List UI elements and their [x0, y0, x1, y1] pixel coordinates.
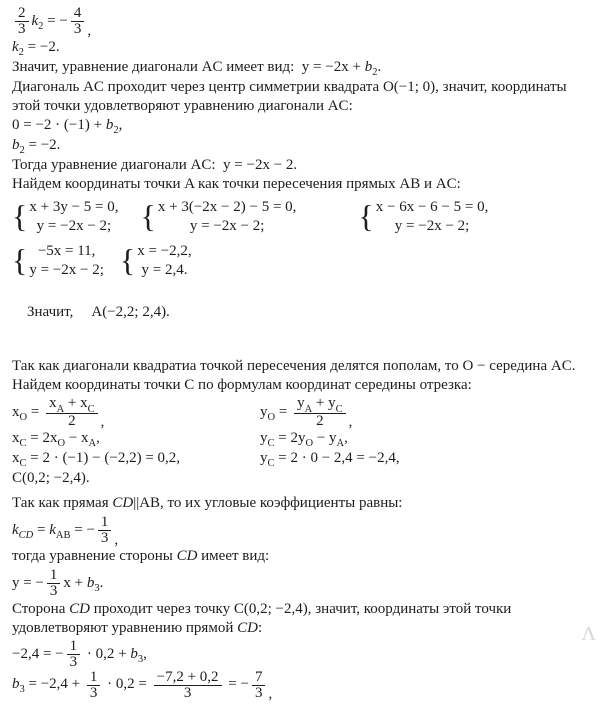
math-fragment: 2 [316, 413, 324, 429]
math-fragment: 1 [100, 514, 109, 530]
math-fragment: x [12, 430, 20, 446]
math-fragment: , [114, 531, 119, 548]
math-fragment: y [297, 395, 305, 411]
conclusion-point-a [12, 284, 592, 341]
system-eq-bottom: y = −2x − 2; [29, 262, 104, 278]
math-fragment: 2 [19, 145, 25, 156]
math-fragment: 0 = −2 · (−1) + [12, 117, 106, 133]
math-fragment: 3 [69, 654, 78, 670]
math-fragment: O [305, 438, 314, 449]
math-fragment: Сторона [12, 601, 70, 617]
math-fragment: 3 [18, 21, 26, 37]
fraction [87, 669, 101, 701]
system-brace-icon: { [358, 198, 374, 234]
math-fragment: , [87, 22, 92, 39]
equation-b3-value [12, 668, 592, 702]
system-equations [158, 198, 297, 236]
math-fragment: A [336, 438, 345, 449]
midpoint-y-column [260, 395, 592, 469]
statement-find-point-a: Найдем координаты точки A как точки пересечения прямых AB и AC: [12, 176, 461, 192]
fraction [46, 395, 98, 429]
equation-substitute-center [12, 116, 592, 136]
math-fragment: 3 [183, 684, 192, 701]
math-fragment: CD [176, 548, 198, 564]
math-fragment: x [49, 395, 57, 411]
math-fragment: −7,2 + 0,2 [156, 668, 219, 685]
equation-system-4 [12, 242, 104, 280]
math-fragment: 1 [89, 668, 98, 685]
math-fragment: тогда уравнение стороны [12, 548, 177, 564]
statement-c-through-2 [12, 619, 592, 638]
math-fragment: , [348, 413, 353, 430]
statement-diagonals-bisect: Так как диагонали квадратиа точкой пересечения делятся пополам, то O − середина AC. [12, 358, 576, 374]
math-fragment: удовлетворяют уравнению прямой [12, 620, 238, 636]
math-fragment: A [88, 438, 97, 449]
math-fragment: y [260, 430, 268, 446]
statement-find-point-c: Найдем координаты точки C по формулам координат середины отрезка: [12, 377, 472, 393]
statement-cd-equation-intro [12, 547, 592, 566]
calculation-xc [12, 449, 260, 469]
fraction [47, 567, 61, 599]
math-fragment: AB [55, 529, 71, 541]
equation-kcd [12, 513, 592, 547]
equation-cd-form [12, 566, 592, 600]
math-fragment: 2 [113, 125, 119, 136]
math-fragment: . [377, 59, 382, 75]
math-fragment: , [100, 413, 105, 430]
math-fragment: k [49, 521, 56, 538]
math-fragment: + y [312, 395, 336, 411]
math-fragment: = 2 · (−1) − (−2,2) = 0,2, [26, 450, 181, 466]
math-fragment: 3 [89, 684, 98, 701]
system-brace-icon: { [119, 242, 136, 278]
math-fragment: 4 [73, 5, 82, 21]
statement-ac-equation-final: Тогда уравнение диагонали AC: y = −2x − 2. [12, 157, 298, 173]
math-fragment: A [304, 404, 313, 415]
math-fragment: y [260, 403, 268, 420]
point-c-coordinates [12, 469, 260, 488]
math-fragment: x + [63, 574, 87, 591]
math-fragment: 2 [38, 20, 44, 32]
math-fragment: C [267, 438, 275, 449]
math-fragment: , [118, 117, 123, 133]
math-fragment: = −2. [24, 137, 61, 153]
math-fragment: . [99, 574, 104, 591]
fraction [15, 5, 29, 37]
system-eq-top: −5x = 11, [37, 243, 96, 259]
math-fragment: − y [313, 430, 337, 446]
equation-slope-k2 [12, 4, 592, 38]
system-eq-top: x = −2,2, [137, 243, 192, 259]
math-fragment: k [12, 39, 19, 55]
system-eq-bottom: y = −2x − 2; [189, 218, 265, 234]
system-eq-top: x + 3y − 5 = 0, [29, 199, 119, 215]
math-fragment: b [12, 137, 20, 153]
math-fragment: = 2x [26, 430, 58, 446]
math-fragment: , [344, 430, 348, 446]
math-fragment: ||AB, то их угловые коэффициенты равны: [133, 495, 403, 511]
equation-k2-value [12, 38, 592, 58]
equation-b2-value [12, 136, 592, 156]
fraction [71, 5, 85, 37]
math-fragment: 3 [19, 684, 25, 695]
math-fragment: b [12, 676, 20, 692]
midpoint-x-column [12, 395, 260, 488]
math-fragment: = −2. [23, 39, 60, 55]
math-fragment: = [275, 403, 292, 420]
math-fragment: = [33, 521, 50, 538]
math-fragment: CD [18, 529, 34, 541]
math-fragment: = [27, 403, 44, 420]
math-fragment: = − [70, 521, 95, 538]
math-fragment: = −2,4 + [24, 676, 84, 692]
math-fragment: 3 [254, 684, 263, 701]
math-fragment: : [257, 620, 263, 636]
equation-system-1 [12, 198, 119, 236]
statement-diagonal-ac-equation [12, 58, 592, 78]
formula-yo-midpoint [260, 395, 592, 429]
math-fragment: b [364, 59, 373, 75]
equation-system-3 [358, 198, 488, 236]
statement-cd-parallel-ab [12, 494, 592, 513]
system-equations [137, 242, 191, 280]
math-fragment: Так как прямая [12, 495, 113, 511]
systems-row-1 [12, 196, 592, 238]
math-fragment: = 2y [274, 430, 306, 446]
math-fragment: · 0,2 + [83, 645, 131, 662]
watermark-fragment: Λ [581, 623, 596, 645]
math-fragment: C [87, 404, 95, 415]
math-fragment: проходит через точку C(0,2; −2,4), значит, координаты этой точки [89, 601, 512, 617]
fraction [67, 638, 81, 670]
equation-substitute-c [12, 638, 592, 670]
math-fragment: CD [112, 495, 134, 511]
math-fragment: O [19, 411, 28, 423]
math-fragment: + x [64, 395, 88, 411]
math-fragment: C [267, 458, 275, 469]
math-fragment: x [12, 450, 20, 466]
math-fragment: = − [43, 12, 68, 29]
math-fragment: 1 [49, 567, 58, 583]
systems-row-2 [12, 240, 592, 282]
formula-xc [12, 429, 260, 449]
system-brace-icon: { [140, 198, 156, 234]
fraction [98, 514, 112, 546]
math-fragment: 1 [69, 638, 78, 654]
math-fragment: , [96, 430, 100, 446]
equation-system-2 [141, 198, 297, 236]
fraction [252, 669, 266, 701]
statement-c-through-1 [12, 600, 592, 619]
math-fragment: 3 [73, 21, 82, 37]
math-fragment: 2 [372, 67, 378, 78]
system-eq-bottom: y = −2x − 2; [394, 218, 470, 234]
formula-xo-midpoint [12, 395, 260, 429]
system-eq-bottom: y = −2x − 2; [36, 218, 112, 234]
math-fragment: = − [224, 676, 249, 692]
math-fragment: C [19, 438, 27, 449]
math-fragment: 7 [254, 668, 263, 685]
math-fragment: 2 [68, 413, 76, 429]
math-fragment: x [12, 403, 20, 420]
formula-yc [260, 429, 592, 449]
math-fragment: y = − [12, 574, 44, 591]
math-fragment: b [86, 574, 95, 591]
fraction [294, 395, 346, 429]
math-fragment: C(0,2; −2,4). [12, 470, 90, 486]
conclusion-label: Значит, [27, 304, 74, 320]
midpoint-calculations [12, 395, 592, 488]
system-equations [29, 198, 118, 236]
system-eq-bottom: y = 2,4. [141, 262, 188, 278]
math-fragment: 3 [100, 530, 109, 546]
fraction [154, 669, 222, 701]
math-fragment: A [56, 404, 65, 415]
system-equations [29, 242, 104, 280]
math-fragment: 3 [94, 582, 100, 594]
system-brace-icon: { [12, 198, 28, 234]
math-fragment: , [143, 645, 147, 662]
math-fragment: O [267, 411, 276, 423]
math-fragment: Значит, уравнение диагонали AC имеет вид: y = −2x + [12, 59, 365, 75]
math-fragment: C [335, 404, 343, 415]
math-fragment: 3 [137, 653, 144, 665]
math-fragment: имеет вид: [197, 548, 270, 564]
math-fragment: , [268, 686, 273, 702]
math-fragment: b [105, 117, 114, 133]
math-fragment: − x [65, 430, 89, 446]
math-fragment: · 0,2 = [103, 676, 151, 692]
system-eq-top: x + 3(−2x − 2) − 5 = 0, [157, 199, 297, 215]
math-fragment: 3 [49, 583, 58, 599]
statement-center-symmetry-2: этой точки удовлетворяют уравнению диагонали AC: [12, 98, 353, 114]
math-fragment: 2 [18, 47, 24, 58]
math-fragment: C [19, 458, 27, 469]
math-fragment: k [12, 521, 19, 538]
system-equations [376, 198, 489, 236]
math-fragment: b [130, 645, 138, 662]
system-brace-icon: { [12, 242, 28, 278]
system-eq-top: x − 6x − 6 − 5 = 0, [375, 199, 489, 215]
math-fragment: 2 [18, 5, 26, 21]
point-a-coordinates: A(−2,2; 2,4). [91, 304, 170, 320]
equation-system-5 [120, 242, 192, 280]
math-fragment: CD [237, 620, 258, 636]
statement-center-symmetry-1: Диагональ AC проходит через центр симметрии квадрата O(−1; 0), значит, координаты [12, 79, 567, 95]
math-fragment: = 2 · 0 − 2,4 = −2,4, [274, 450, 400, 466]
math-fragment: k [31, 12, 39, 29]
math-fragment: y [260, 450, 268, 466]
math-fragment: −2,4 = − [12, 645, 64, 662]
math-fragment: O [57, 438, 66, 449]
math-fragment: CD [69, 601, 90, 617]
